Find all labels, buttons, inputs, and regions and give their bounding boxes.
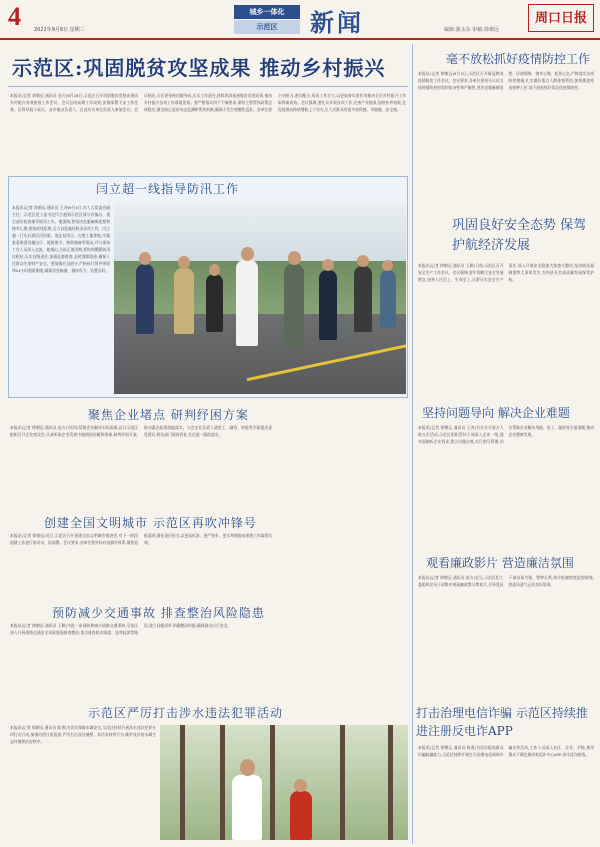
photo-tree-trunk <box>340 725 345 840</box>
issue-date: 2021年9月8日 星期三 <box>34 27 85 33</box>
right-article-body: 本报讯(记者 徐朝远 通讯员 王冲)为扎实开展万人助万企活动,示范区组织帮扶干部深入企业一线,面对面倾听企业诉求,建立问题台账,实行销号管理,切实帮助企业解决用地、用工、融资等方面难题,推动企业健康发展。 <box>418 425 594 444</box>
photo-person-head <box>209 264 220 276</box>
section-tag-bottom: 示范区 <box>234 20 300 34</box>
photo-person <box>319 270 337 340</box>
section-heading: 聚焦企业堵点 研判纾困方案 <box>88 408 249 422</box>
lead-headline: 示范区:巩固脱贫攻坚成果 推动乡村振兴 <box>12 56 386 80</box>
photo-tree-trunk <box>220 725 225 840</box>
photo-person-head <box>322 259 334 271</box>
photo-person <box>174 268 194 334</box>
photo-person <box>236 260 258 346</box>
river-patrol-photo <box>160 725 408 840</box>
right-article-body: 本报讯(记者 徐朝远 通讯员 赵方)近日,示范区纪工委组织党员干部集中观看廉政警示教育片,引导党员干部以案为鉴、警钟长鸣,筑牢拒腐防变思想防线,营造风清气正的良好氛围。 <box>418 575 594 587</box>
photo-tree-trunk <box>180 725 185 840</box>
flood-inspection-photo <box>114 204 406 394</box>
photo-person-head <box>357 255 369 267</box>
photo-person <box>354 266 372 332</box>
photo-person <box>206 274 223 332</box>
section-article-body: 本报讯(记者 徐朝远 通讯员 赵方)为切实帮助企业解决实际困难,近日示范区组织召开企业座谈会,认真听取企业发展中遇到的问题和困难,研判纾困方案,推动惠企政策落地落实。与会企业负责人就用工、融资、审批等方面提出意见建议,相关部门现场答复,会后逐一跟踪落实。 <box>10 425 272 437</box>
right-article-title: 毫不放松抓好疫情防控工作 <box>446 52 591 66</box>
section-article-body: 本报讯(记者 徐朝远)近日,示范区召开创建全国文明城市推进会,对下一阶段创建工作进行再动员、再部署。会议要求,各单位要对标对表测评体系,聚焦短板弱项,强化责任担当,以更高标准、更严要求、更实举措推动创建工作取得实效。 <box>10 533 272 545</box>
section-article-body: 本报讯(记者 徐朝远 通讯员 王颖)为进一步预防和减少道路交通事故,示范区深入开展道路交通安全风险隐患排查整治,重点排查临水临崖、急弯陡坡等路段,建立问题清单,明确整改时限,确保群众出行安全。 <box>10 623 232 635</box>
editor-credits: 编辑:蒲永东 审稿:徐朝远 <box>444 27 499 33</box>
photo-person <box>284 264 304 348</box>
section-heading: 创建全国文明城市 示范区再吹冲锋号 <box>44 516 257 530</box>
photo-person-head <box>178 256 190 269</box>
photo-person-head <box>139 252 151 265</box>
photo-person <box>380 270 396 328</box>
newspaper-logo: 周口日报 <box>528 4 594 32</box>
photo-person <box>136 264 154 334</box>
right-article-title: 坚持问题导向 解决企业难题 <box>422 406 570 420</box>
photo-tree-trunk <box>388 725 393 840</box>
right-article-body: 本报讯(记者 徐朝远 通讯员 陈勇)为切实提高群众识骗防骗能力,示范区持续开展打击治理电信网络诈骗宣传活动,工作人员深入社区、企业、学校,指导群众下载注册国家反诈中心APP,筑牢反诈防线。 <box>418 745 594 757</box>
section-tag-top: 城乡一体化 <box>234 5 300 19</box>
lead-article-body: 本报讯(记者 徐朝远 通讯员 赵方)8月28日,示范区召开巩固脱贫攻坚成果同乡村振兴有效衔接工作会议。会议总结前期工作成效,安排部署下步工作任务。区领导班子成员、各乡镇办负责人、区直有关单位负责人参加会议。会议指出,全区要坚持问题导向,压实工作责任,持续巩固拓展脱贫攻坚成果,推动乡村振兴各项工作落地见效。要严格落实四个不摘要求,保持主要帮扶政策总体稳定,健全防止返贫动态监测和帮扶机制,确保不发生规模性返贫。各单位要主动担当,密切配合,形成工作合力,以更加务实的作风推动全区乡村振兴工作取得新成效。会议强调,要扎实开展各项工作,完善产业链条,加快补齐短板,在促进群众持续增收上下功夫,让人民群众有更多获得感、幸福感、安全感。 <box>10 93 406 112</box>
section-heading: 预防减少交通事故 排查整治风险隐患 <box>52 606 265 620</box>
photo-person-head <box>240 759 255 776</box>
photo-person <box>290 791 312 840</box>
column-divider <box>412 44 413 844</box>
photo-person-head <box>382 260 393 271</box>
divider <box>8 86 408 87</box>
section-article-body: 本报讯(记者 徐朝远 通讯员 陈勇)为切实保障水域安全,示范区持续开展涉水违法犯罪专项打击行动,加强河道日常巡查,严厉打击非法捕捞、非法采砂等行为,维护良好的水域生态环境和治安秩序。 <box>10 725 156 744</box>
feature-article-body: 本报讯(记者 徐朝远 通讯员 王冲)9月4日,市人大常委会副主任、示范区党工委书记闫立超到示范区部分乡镇办、重点部位检查指导防汛工作。他强调,要坚决克服麻痹思想和侥幸心理,坚持底线思维,全力以赴做好防汛各项工作。闫立超一行先后到沿河沟渠、低洼易涝点、在建工地等地,实地查看排涝设施运行、值班值守、物资储备等情况,并与现场工作人员深入交流。他指出,当前正值汛期,要时刻绷紧防汛这根弦,压实各级责任,加强巡查排查,及时消除隐患,确保人民群众生命财产安全。要加强应急值守,严格执行领导带班和24小时值班制度,确保信息畅通、指挥有力、处置及时。 <box>12 205 110 273</box>
right-article-title: 观看廉政影片 营造廉洁氛围 <box>426 556 574 570</box>
feature-title: 闫立超一线指导防汛工作 <box>96 182 240 196</box>
page-number: 4 <box>8 2 21 31</box>
section-heading: 示范区严厉打击涉水违法犯罪活动 <box>88 706 284 720</box>
photo-tree-trunk <box>270 725 275 840</box>
section-title: 新闻 <box>310 8 364 37</box>
right-article-body: 本报讯(记者 徐朝远 通讯员 王颖)日前,示范区召开安全生产工作会议。会议强调,要牢固树立安全发展理念,坚持人民至上、生命至上,压紧压实安全生产责任,深入开展安全隐患大排查大整治,坚决防范遏制重特大事故发生,为经济社会高质量发展保驾护航。 <box>418 263 594 282</box>
photo-person <box>232 775 262 840</box>
right-article-title: 巩固良好安全态势 保驾护航经济发展 <box>452 218 587 253</box>
header-rule <box>0 0 600 40</box>
right-article-title: 打击治理电信诈骗 示范区持续推进注册反电诈APP <box>416 706 588 738</box>
photo-person-head <box>288 251 301 265</box>
photo-person-head <box>294 779 307 792</box>
photo-person-head <box>241 247 254 261</box>
right-article-body: 本报讯(记者 徐朝远)9月3日,示范区召开新冠肺炎疫情防控工作会议。会议要求,各单位要充分认识当前疫情防控形势的复杂性和严峻性,坚决克服麻痹思想、厌战情绪、侥幸心理、松劲心态,严格落实各项防控措施,扎实做好重点人群排查管控,加快推进疫苗接种工作,毫不放松抓好常态化疫情防控。 <box>418 71 594 90</box>
